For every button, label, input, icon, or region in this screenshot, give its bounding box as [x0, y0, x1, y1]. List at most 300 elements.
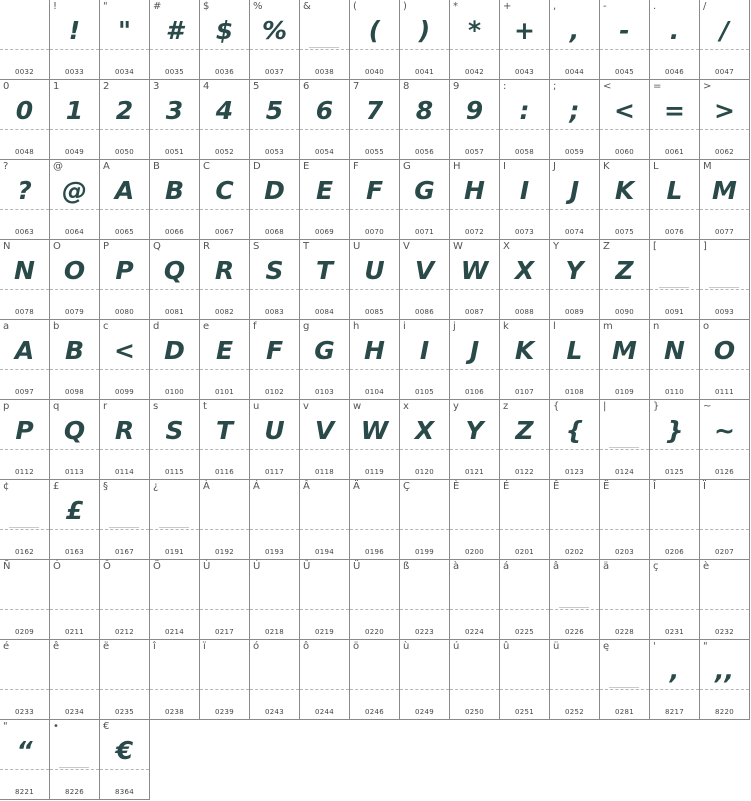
- glyph-cell: [500, 0, 550, 80]
- baseline-guide: [400, 529, 449, 530]
- glyph-cell: [400, 160, 450, 240]
- missing-glyph-mark: [159, 527, 189, 528]
- glyph-cell: [100, 160, 150, 240]
- glyph-cell-code: 0101: [214, 388, 234, 396]
- glyph-cell-char-label: ¢: [3, 481, 10, 492]
- glyph-cell-char-label: Â: [303, 481, 310, 492]
- baseline-guide: [50, 49, 99, 50]
- glyph-cell-char-label: ;: [553, 81, 557, 92]
- glyph-cell-char-label: @: [53, 161, 63, 172]
- baseline-guide: [650, 529, 699, 530]
- glyph-cell-code: 8226: [64, 788, 84, 796]
- glyph-sample: ,,: [715, 655, 734, 685]
- glyph-cell: [50, 560, 100, 640]
- baseline-guide: [100, 449, 149, 450]
- glyph-cell: [500, 640, 550, 720]
- baseline-guide: [300, 129, 349, 130]
- glyph-sample: L: [566, 335, 583, 365]
- glyph-cell-char-label: #: [153, 1, 162, 12]
- glyph-cell-code: 0125: [664, 468, 684, 476]
- glyph-sample: 8: [415, 95, 434, 125]
- baseline-guide: [200, 609, 249, 610]
- glyph-sample: U: [264, 415, 285, 445]
- glyph-cell-code: 0112: [14, 468, 34, 476]
- baseline-guide: [300, 289, 349, 290]
- glyph-cell: [350, 0, 400, 80]
- baseline-guide: [650, 129, 699, 130]
- glyph-sample: <: [614, 95, 635, 125]
- glyph-cell-code: 0199: [414, 548, 434, 556]
- glyph-cell-code: 0043: [514, 68, 534, 76]
- glyph-cell-char-label: s: [153, 401, 159, 412]
- glyph-cell: [550, 640, 600, 720]
- baseline-guide: [0, 689, 49, 690]
- glyph-cell-char-label: I: [503, 161, 506, 172]
- glyph-cell-code: 0193: [264, 548, 284, 556]
- glyph-cell-char-label: •: [53, 721, 59, 732]
- glyph-cell-char-label: Ó: [53, 561, 61, 572]
- glyph-cell-code: 0207: [714, 548, 734, 556]
- glyph-cell: [450, 560, 500, 640]
- glyph-sample: W: [360, 415, 389, 445]
- glyph-cell-code: 0211: [64, 628, 84, 636]
- glyph-cell-char-label: l: [553, 321, 556, 332]
- baseline-guide: [500, 609, 549, 610]
- glyph-cell-code: 0061: [664, 148, 684, 156]
- glyph-cell: [400, 400, 450, 480]
- glyph-cell-char-label: g: [303, 321, 310, 332]
- glyph-sample: (: [368, 15, 381, 45]
- glyph-sample: ~: [714, 415, 735, 445]
- glyph-cell-code: 0072: [464, 228, 484, 236]
- glyph-cell-char-label: q: [53, 401, 60, 412]
- baseline-guide: [300, 609, 349, 610]
- glyph-cell-char-label: f: [253, 321, 257, 332]
- baseline-guide: [200, 529, 249, 530]
- glyph-cell: [300, 560, 350, 640]
- glyph-sample: Y: [565, 255, 584, 285]
- glyph-cell-code: 0053: [264, 148, 284, 156]
- glyph-cell-char-label: M: [703, 161, 712, 172]
- glyph-cell-code: 0194: [314, 548, 334, 556]
- glyph-cell-char-label: à: [453, 561, 460, 572]
- glyph-cell: [300, 240, 350, 320]
- glyph-cell-code: 0201: [514, 548, 534, 556]
- glyph-cell-char-label: ß: [403, 561, 410, 572]
- glyph-sample: A: [14, 335, 35, 365]
- glyph-sample: A: [114, 175, 135, 205]
- glyph-cell-code: 0084: [314, 308, 334, 316]
- glyph-cell-char-label: 8: [403, 81, 410, 92]
- glyph-cell: [650, 400, 700, 480]
- glyph-cell-char-label: U: [353, 241, 361, 252]
- glyph-cell-code: 0220: [364, 628, 384, 636]
- glyph-cell: [300, 80, 350, 160]
- baseline-guide: [150, 529, 199, 530]
- glyph-cell: [50, 720, 100, 800]
- baseline-guide: [150, 129, 199, 130]
- glyph-cell-code: 0045: [614, 68, 634, 76]
- glyph-sample: [50, 732, 99, 768]
- glyph-cell-code: 0108: [564, 388, 584, 396]
- glyph-sample: P: [115, 255, 134, 285]
- glyph-sample: [600, 492, 649, 528]
- glyph-cell-char-label: i: [403, 321, 406, 332]
- glyph-sample: C: [215, 175, 234, 205]
- glyph-cell: [400, 320, 450, 400]
- glyph-cell: [550, 480, 600, 560]
- glyph-cell-char-label: Ä: [353, 481, 360, 492]
- glyph-cell: [100, 560, 150, 640]
- baseline-guide: [50, 609, 99, 610]
- glyph-cell-char-label: Á: [253, 481, 260, 492]
- glyph-cell: [600, 0, 650, 80]
- glyph-sample: F: [365, 175, 384, 205]
- glyph-cell-char-label: -: [603, 1, 607, 12]
- glyph-cell: [100, 640, 150, 720]
- glyph-cell-code: 0082: [214, 308, 234, 316]
- glyph-cell-char-label: û: [503, 641, 510, 652]
- baseline-guide: [200, 129, 249, 130]
- baseline-guide: [550, 129, 599, 130]
- glyph-sample: [0, 572, 49, 608]
- baseline-guide: [150, 209, 199, 210]
- missing-glyph-mark: [59, 767, 89, 768]
- glyph-cell-char-label: £: [53, 481, 60, 492]
- baseline-guide: [650, 689, 699, 690]
- glyph-cell-code: 0099: [114, 388, 134, 396]
- baseline-guide: [500, 49, 549, 50]
- glyph-cell-char-label: {: [553, 401, 560, 412]
- glyph-cell: [50, 0, 100, 80]
- baseline-guide: [700, 209, 749, 210]
- glyph-cell-char-label: Ô: [103, 561, 111, 572]
- glyph-cell: [250, 0, 300, 80]
- glyph-cell: [650, 240, 700, 320]
- glyph-cell-code: 0118: [314, 468, 334, 476]
- baseline-guide: [550, 209, 599, 210]
- baseline-guide: [500, 449, 549, 450]
- glyph-sample: K: [514, 335, 535, 365]
- baseline-guide: [450, 49, 499, 50]
- glyph-sample: S: [265, 255, 284, 285]
- glyph-sample: “: [16, 735, 33, 765]
- baseline-guide: [700, 129, 749, 130]
- glyph-cell: [550, 160, 600, 240]
- glyph-sample: [600, 572, 649, 608]
- baseline-guide: [300, 529, 349, 530]
- missing-glyph-mark: [659, 287, 689, 288]
- glyph-cell-code: 0202: [564, 548, 584, 556]
- glyph-cell-code: 0037: [264, 68, 284, 76]
- baseline-guide: [0, 49, 49, 50]
- glyph-sample: +: [514, 15, 535, 45]
- glyph-cell-char-label: Ê: [553, 481, 560, 492]
- glyph-cell-char-label: â: [553, 561, 560, 572]
- glyph-cell: [50, 240, 100, 320]
- glyph-cell: [600, 560, 650, 640]
- glyph-sample: [650, 492, 699, 528]
- glyph-cell-code: 0246: [364, 708, 384, 716]
- baseline-guide: [400, 289, 449, 290]
- missing-glyph-mark: [609, 447, 639, 448]
- glyph-cell: [650, 160, 700, 240]
- glyph-cell: [0, 0, 50, 80]
- glyph-cell-code: 0115: [164, 468, 184, 476]
- glyph-sample: [500, 492, 549, 528]
- baseline-guide: [150, 689, 199, 690]
- glyph-cell-char-label: }: [653, 401, 660, 412]
- glyph-cell: [0, 80, 50, 160]
- baseline-guide: [700, 609, 749, 610]
- glyph-cell-code: 0109: [614, 388, 634, 396]
- glyph-cell-code: 0102: [264, 388, 284, 396]
- glyph-cell-code: 0218: [264, 628, 284, 636]
- glyph-sample: H: [364, 335, 385, 365]
- glyph-cell-code: 0051: [164, 148, 184, 156]
- glyph-cell-char-label: ę: [603, 641, 610, 652]
- baseline-guide: [700, 449, 749, 450]
- glyph-cell-char-label: :: [503, 81, 507, 92]
- glyph-sample: R: [214, 255, 235, 285]
- glyph-cell-char-label: Ë: [603, 481, 610, 492]
- glyph-cell: [150, 400, 200, 480]
- glyph-cell-char-label: É: [503, 481, 510, 492]
- glyph-cell: [0, 720, 50, 800]
- glyph-sample: G: [414, 175, 435, 205]
- glyph-sample: [650, 572, 699, 608]
- glyph-cell-char-label: V: [403, 241, 410, 252]
- baseline-guide: [350, 49, 399, 50]
- baseline-guide: [450, 529, 499, 530]
- glyph-sample: [200, 492, 249, 528]
- glyph-sample: %: [261, 15, 288, 45]
- glyph-cell-code: 0066: [164, 228, 184, 236]
- glyph-cell-code: 0070: [364, 228, 384, 236]
- glyph-cell-char-label: a: [3, 321, 10, 332]
- glyph-cell-char-label: 4: [203, 81, 210, 92]
- baseline-guide: [500, 689, 549, 690]
- glyph-cell-char-label: Ú: [253, 561, 261, 572]
- baseline-guide: [0, 449, 49, 450]
- baseline-guide: [250, 369, 299, 370]
- glyph-cell-char-label: 3: [153, 81, 160, 92]
- glyph-cell-code: 0077: [714, 228, 734, 236]
- glyph-cell: [350, 560, 400, 640]
- glyph-sample: ,: [569, 15, 580, 45]
- glyph-cell-char-label: L: [653, 161, 659, 172]
- glyph-cell-code: 0093: [714, 308, 734, 316]
- glyph-cell-char-label: |: [603, 401, 607, 412]
- glyph-cell-code: 0098: [64, 388, 84, 396]
- glyph-cell-char-label: ~: [703, 401, 712, 412]
- glyph-cell: [300, 320, 350, 400]
- glyph-cell-code: 0117: [264, 468, 284, 476]
- glyph-cell: [300, 0, 350, 80]
- glyph-cell-char-label: À: [203, 481, 210, 492]
- glyph-cell: [500, 80, 550, 160]
- baseline-guide: [100, 289, 149, 290]
- baseline-guide: [600, 129, 649, 130]
- glyph-sample: [450, 572, 499, 608]
- glyph-sample: [650, 252, 699, 288]
- glyph-cell: [0, 160, 50, 240]
- glyph-sample: £: [65, 495, 84, 525]
- glyph-cell: [350, 400, 400, 480]
- glyph-cell: [100, 240, 150, 320]
- baseline-guide: [600, 449, 649, 450]
- glyph-sample: J: [469, 335, 480, 365]
- glyph-sample: 7: [365, 95, 384, 125]
- baseline-guide: [250, 529, 299, 530]
- glyph-sample: {: [565, 415, 584, 445]
- glyph-cell: [350, 320, 400, 400]
- glyph-cell-code: 0091: [664, 308, 684, 316]
- baseline-guide: [450, 289, 499, 290]
- glyph-cell: [350, 240, 400, 320]
- glyph-cell: [150, 240, 200, 320]
- glyph-cell: [500, 320, 550, 400]
- baseline-guide: [200, 689, 249, 690]
- glyph-cell: [50, 640, 100, 720]
- glyph-cell: [550, 80, 600, 160]
- glyph-cell: [650, 80, 700, 160]
- glyph-cell: [0, 560, 50, 640]
- glyph-cell: [700, 80, 750, 160]
- glyph-cell-code: 0167: [114, 548, 134, 556]
- baseline-guide: [600, 49, 649, 50]
- glyph-cell: [450, 240, 500, 320]
- glyph-cell-code: 0200: [464, 548, 484, 556]
- glyph-cell: [650, 640, 700, 720]
- glyph-cell: [350, 160, 400, 240]
- glyph-cell-code: 0212: [114, 628, 134, 636]
- glyph-cell-char-label: Y: [553, 241, 560, 252]
- missing-glyph-mark: [309, 47, 339, 48]
- glyph-cell-code: 0067: [214, 228, 234, 236]
- glyph-sample: $: [215, 15, 234, 45]
- glyph-cell-code: 0223: [414, 628, 434, 636]
- glyph-sample: [400, 492, 449, 528]
- glyph-sample: N: [664, 335, 685, 365]
- glyph-sample: [350, 652, 399, 688]
- glyph-cell: [300, 640, 350, 720]
- glyph-sample: R: [114, 415, 135, 445]
- baseline-guide: [350, 209, 399, 210]
- glyph-cell-code: 0124: [614, 468, 634, 476]
- glyph-cell-char-label: 7: [353, 81, 360, 92]
- glyph-cell-char-label: €: [103, 721, 110, 732]
- glyph-cell: [0, 480, 50, 560]
- glyph-cell-code: 0075: [614, 228, 634, 236]
- glyph-cell-char-label: ": [703, 641, 708, 652]
- glyph-cell-code: 8221: [14, 788, 34, 796]
- baseline-guide: [500, 209, 549, 210]
- baseline-guide: [250, 689, 299, 690]
- baseline-guide: [450, 209, 499, 210]
- glyph-cell: [700, 560, 750, 640]
- glyph-cell: [200, 320, 250, 400]
- glyph-cell-char-label: Z: [603, 241, 610, 252]
- glyph-sample: Z: [615, 255, 634, 285]
- glyph-cell-code: 0089: [564, 308, 584, 316]
- glyph-cell-char-label: <: [603, 81, 612, 92]
- glyph-sample: Q: [63, 415, 86, 445]
- glyph-sample: F: [265, 335, 284, 365]
- glyph-cell-char-label: Ñ: [3, 561, 11, 572]
- glyph-cell-code: 0086: [414, 308, 434, 316]
- glyph-cell-code: 0234: [64, 708, 84, 716]
- baseline-guide: [600, 609, 649, 610]
- glyph-cell: [450, 320, 500, 400]
- glyph-cell-code: 0032: [14, 68, 34, 76]
- baseline-guide: [400, 209, 449, 210]
- baseline-guide: [650, 49, 699, 50]
- glyph-cell: [400, 240, 450, 320]
- glyph-sample: :: [519, 95, 530, 125]
- glyph-cell: [200, 560, 250, 640]
- glyph-sample: >: [714, 95, 735, 125]
- baseline-guide: [700, 689, 749, 690]
- baseline-guide: [250, 609, 299, 610]
- glyph-cell-code: 0107: [514, 388, 534, 396]
- glyph-cell: [450, 0, 500, 80]
- glyph-cell-code: 0206: [664, 548, 684, 556]
- baseline-guide: [200, 369, 249, 370]
- glyph-cell: [200, 480, 250, 560]
- glyph-cell-code: 0085: [364, 308, 384, 316]
- glyph-cell-char-label: 5: [253, 81, 260, 92]
- glyph-cell-char-label: S: [253, 241, 260, 252]
- glyph-cell-char-label: [: [653, 241, 657, 252]
- glyph-cell-char-label: *: [453, 1, 458, 12]
- glyph-cell: [150, 0, 200, 80]
- baseline-guide: [300, 209, 349, 210]
- glyph-cell: [450, 400, 500, 480]
- glyph-sample: .: [669, 15, 680, 45]
- glyph-cell: [200, 240, 250, 320]
- glyph-cell: [600, 240, 650, 320]
- glyph-sample: [700, 492, 749, 528]
- glyph-cell-code: 0110: [664, 388, 684, 396]
- missing-glyph-mark: [559, 607, 589, 608]
- glyph-cell-char-label: Ü: [353, 561, 361, 572]
- glyph-sample: /: [719, 15, 730, 45]
- glyph-cell-char-label: T: [303, 241, 310, 252]
- baseline-guide: [150, 609, 199, 610]
- glyph-sample: I: [519, 175, 530, 205]
- glyph-cell: [400, 480, 450, 560]
- glyph-cell-code: 0033: [64, 68, 84, 76]
- glyph-sample: B: [164, 175, 185, 205]
- baseline-guide: [100, 689, 149, 690]
- baseline-guide: [350, 129, 399, 130]
- missing-glyph-mark: [609, 687, 639, 688]
- glyph-cell-code: 8220: [714, 708, 734, 716]
- baseline-guide: [100, 129, 149, 130]
- baseline-guide: [150, 369, 199, 370]
- baseline-guide: [650, 449, 699, 450]
- glyph-cell: [250, 240, 300, 320]
- glyph-cell-char-label: J: [553, 161, 556, 172]
- glyph-cell-code: 0048: [14, 148, 34, 156]
- glyph-sample: [150, 652, 199, 688]
- baseline-guide: [500, 369, 549, 370]
- glyph-cell-char-label: P: [103, 241, 110, 252]
- glyph-sample: 0: [15, 95, 34, 125]
- glyph-cell-char-label: 6: [303, 81, 310, 92]
- glyph-cell-code: 0056: [414, 148, 434, 156]
